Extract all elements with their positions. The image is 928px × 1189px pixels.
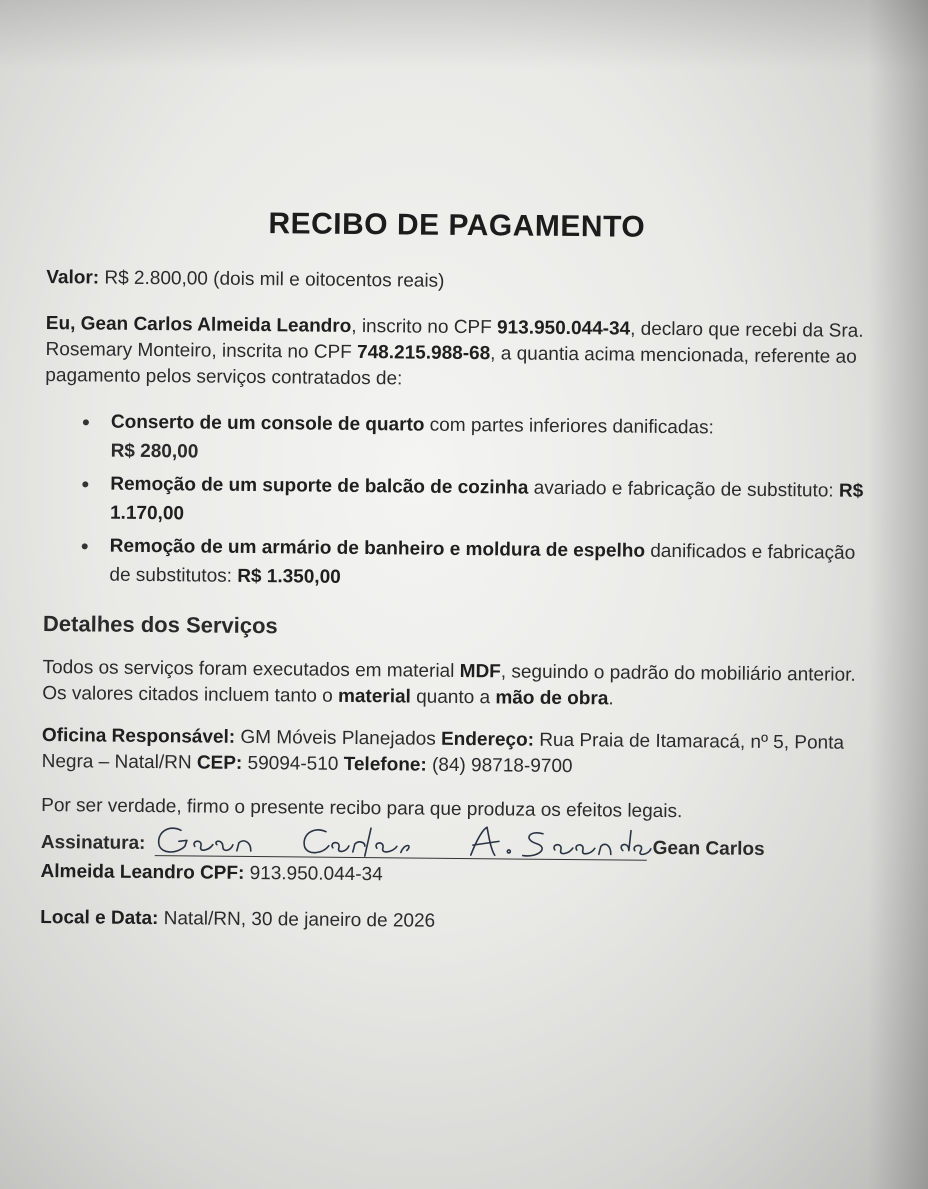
details-mdf: MDF bbox=[459, 660, 501, 683]
telefone-value: (84) 98718-9700 bbox=[426, 754, 573, 778]
payer-cpf: 748.215.988-68 bbox=[356, 341, 491, 365]
local-text: Natal/RN, 30 de janeiro de 2026 bbox=[158, 908, 436, 932]
service-desc: danificados e fabricação de substitutos: bbox=[109, 540, 856, 587]
service-desc: avariado e fabricação de substituto: bbox=[528, 477, 840, 502]
handwritten-signature bbox=[151, 828, 653, 865]
valor-line bbox=[46, 265, 866, 299]
intro-text-1: , inscrito no CPF bbox=[351, 315, 498, 339]
signer-name-cpf-label: Almeida Leandro CPF: bbox=[40, 860, 245, 884]
signature-label: Assinatura: bbox=[40, 831, 146, 854]
payee-name: Eu, Gean Carlos Almeida Leandro bbox=[45, 312, 352, 337]
service-value: R$ 1.350,00 bbox=[237, 565, 341, 588]
cep-label: CEP: bbox=[196, 752, 243, 774]
endereco-text: Rua Praia de Itamaracá, nº 5, Ponta Negra – Natal/RN bbox=[41, 729, 845, 774]
paper-edge-shadow bbox=[868, 0, 928, 1189]
signature-name-start: Gean Carlos bbox=[652, 837, 765, 860]
payee-cpf: 913.950.044-34 bbox=[496, 317, 631, 340]
list-item bbox=[110, 470, 865, 535]
service-value: R$ 1.170,00 bbox=[109, 480, 864, 525]
declaration-text: Por ser verdade, firmo o presente recibo para que produza os efeitos legais. bbox=[41, 794, 683, 823]
local-date-line bbox=[40, 905, 860, 939]
details-heading: Detalhes dos Serviços bbox=[42, 610, 278, 639]
intro-text-3: , a quantia acima mencionada, referente ao pagamento pelos serviços contratados de: bbox=[45, 343, 857, 390]
list-item bbox=[111, 408, 866, 473]
local-label: Local e Data: bbox=[40, 906, 159, 930]
service-desc: com partes inferiores danificadas: bbox=[424, 414, 714, 439]
oficina-paragraph bbox=[42, 723, 862, 783]
details-text-2: , seguindo o padrão do mobiliário anterior. Os valores citados incluem tanto o bbox=[42, 661, 856, 707]
service-value: R$ 280,00 bbox=[110, 440, 199, 463]
details-text-1: Todos os serviços foram executados em material bbox=[42, 656, 460, 682]
endereco-label: Endereço: bbox=[440, 728, 535, 751]
receipt-title: RECIBO DE PAGAMENTO bbox=[268, 207, 646, 244]
service-name: Remoção de um armário de banheiro e moldura de espelho bbox=[109, 535, 646, 562]
valor-label: Valor: bbox=[46, 266, 100, 289]
paper-top-shadow bbox=[0, 0, 928, 70]
details-text-4: . bbox=[608, 688, 614, 710]
details-paragraph bbox=[42, 655, 862, 715]
details-text-3: quanto a bbox=[410, 686, 496, 709]
telefone-label: Telefone: bbox=[343, 753, 427, 776]
service-name: Conserto de um console de quarto bbox=[110, 411, 425, 436]
details-mao: mão de obra bbox=[495, 687, 609, 710]
oficina-label: Oficina Responsável: bbox=[41, 724, 236, 748]
services-list bbox=[43, 407, 865, 597]
valor-text: R$ 2.800,00 (dois mil e oitocentos reais) bbox=[104, 267, 445, 292]
signer-cpf: 913.950.044-34 bbox=[244, 862, 383, 886]
receipt-content bbox=[40, 205, 867, 939]
service-name: Remoção de um suporte de balcão de cozinha bbox=[110, 473, 529, 499]
intro-paragraph bbox=[45, 311, 866, 397]
list-item bbox=[109, 532, 864, 597]
oficina-name: GM Móveis Planejados bbox=[235, 726, 442, 750]
details-material: material bbox=[337, 685, 411, 708]
cep-value: 59094-510 bbox=[242, 752, 344, 775]
intro-text-2: , declaro que recebi da Sra. Rosemary Monteiro, inscrita no CPF bbox=[45, 318, 864, 363]
